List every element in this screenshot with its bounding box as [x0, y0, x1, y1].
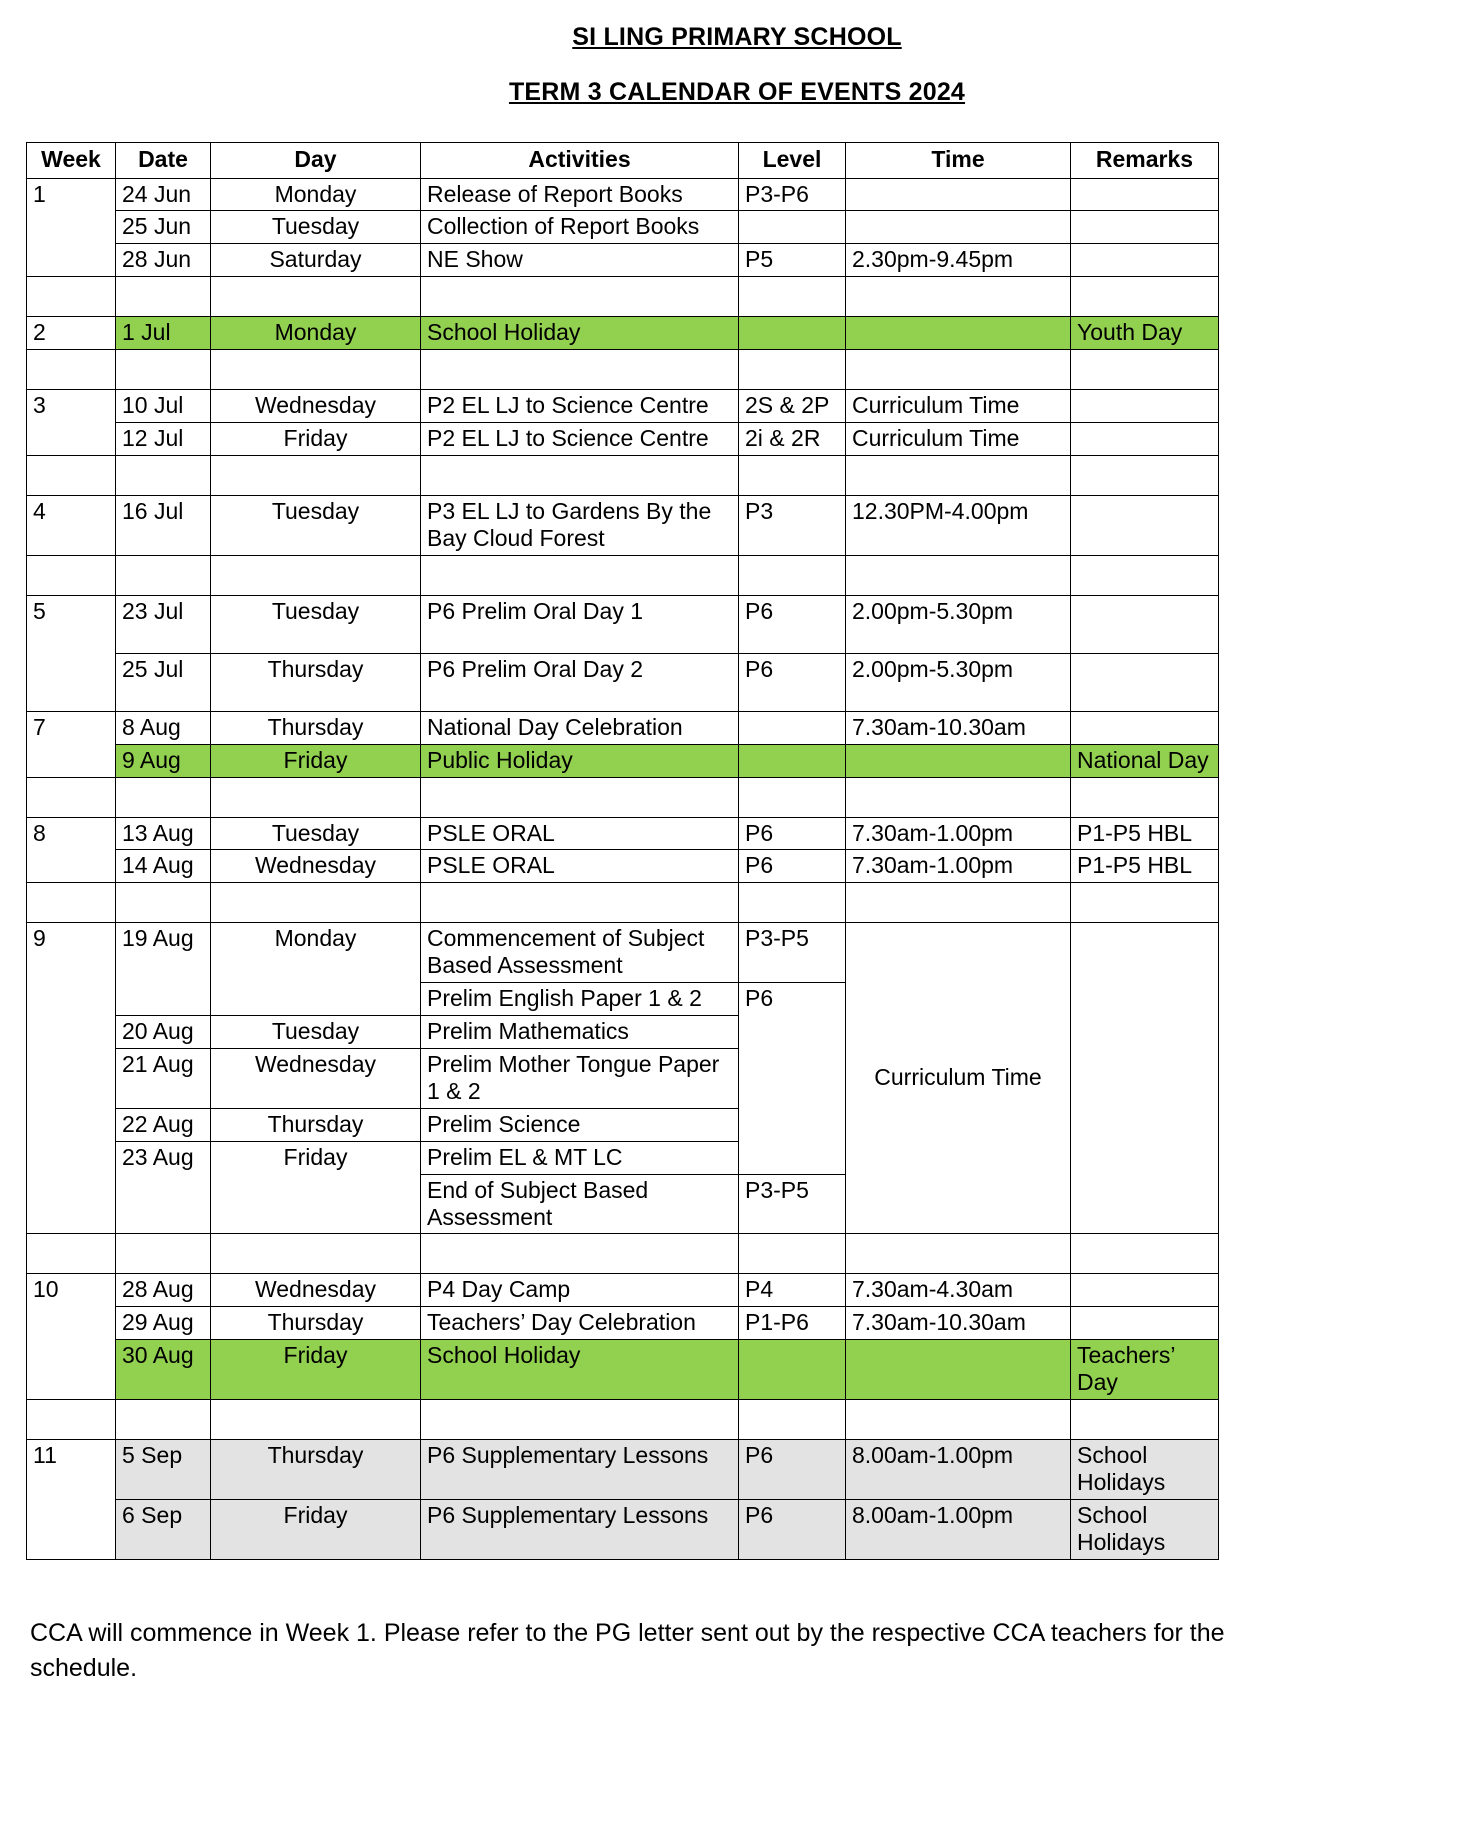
spacer-cell: [211, 1234, 421, 1274]
table-row: [27, 817, 1219, 850]
time-cell: 8.00am-1.00pm: [846, 1499, 1071, 1559]
date-cell: 16 Jul: [116, 495, 211, 555]
column-header-day: Day: [211, 142, 421, 178]
remarks-cell: [1071, 1307, 1219, 1340]
spacer-cell: [116, 883, 211, 923]
level-cell: P3-P5: [739, 923, 846, 983]
level-cell: [739, 744, 846, 777]
day-cell: Tuesday: [211, 495, 421, 555]
time-cell: [846, 1340, 1071, 1400]
calendar-table-container: [0, 109, 1474, 1560]
spacer-cell: [846, 350, 1071, 390]
page-title: TERM 3 CALENDAR OF EVENTS 2024: [508, 78, 966, 107]
activity-cell: Release of Report Books: [421, 178, 739, 211]
remarks-cell: P1-P5 HBL: [1071, 817, 1219, 850]
remarks-cell: P1-P5 HBL: [1071, 850, 1219, 883]
spacer-cell: [846, 1400, 1071, 1440]
activity-cell: Prelim English Paper 1 & 2: [421, 983, 739, 1016]
time-cell: 7.30am-10.30am: [846, 711, 1071, 744]
spacer-cell: [116, 350, 211, 390]
time-cell: 7.30am-1.00pm: [846, 850, 1071, 883]
activity-cell: P6 Prelim Oral Day 1: [421, 595, 739, 653]
date-cell: 19 Aug: [116, 923, 211, 1016]
day-cell: Wednesday: [211, 1049, 421, 1109]
activity-cell: P4 Day Camp: [421, 1274, 739, 1307]
column-header-week: Week: [27, 142, 116, 178]
week-number-cell: 11: [27, 1440, 116, 1560]
level-cell: 2i & 2R: [739, 423, 846, 456]
spacer-row: [27, 777, 1219, 817]
activity-cell: End of Subject Based Assessment: [421, 1174, 739, 1234]
day-cell: Thursday: [211, 1108, 421, 1141]
table-row: [27, 711, 1219, 744]
spacer-cell: [116, 1400, 211, 1440]
activity-cell: P2 EL LJ to Science Centre: [421, 390, 739, 423]
level-cell: 2S & 2P: [739, 390, 846, 423]
activity-cell: P2 EL LJ to Science Centre: [421, 423, 739, 456]
time-cell: [846, 744, 1071, 777]
remarks-cell: [1071, 495, 1219, 555]
activity-cell: P6 Supplementary Lessons: [421, 1499, 739, 1559]
spacer-cell: [739, 1400, 846, 1440]
day-cell: Wednesday: [211, 1274, 421, 1307]
day-cell: Friday: [211, 423, 421, 456]
table-row: [27, 653, 1219, 711]
spacer-cell: [27, 555, 116, 595]
spacer-cell: [846, 455, 1071, 495]
spacer-row: [27, 1400, 1219, 1440]
day-cell: Wednesday: [211, 850, 421, 883]
time-cell: [846, 211, 1071, 244]
level-cell: P6: [739, 983, 846, 1174]
spacer-cell: [421, 277, 739, 317]
date-cell: 29 Aug: [116, 1307, 211, 1340]
date-cell: 22 Aug: [116, 1108, 211, 1141]
table-row: [27, 390, 1219, 423]
week-number-cell: 9: [27, 923, 116, 1234]
level-cell: P3: [739, 495, 846, 555]
spacer-cell: [27, 455, 116, 495]
time-cell: [846, 317, 1071, 350]
date-cell: 25 Jun: [116, 211, 211, 244]
level-cell: P6: [739, 653, 846, 711]
spacer-cell: [421, 883, 739, 923]
date-cell: 1 Jul: [116, 317, 211, 350]
table-header-row: [27, 142, 1219, 178]
week-number-cell: 4: [27, 495, 116, 555]
date-cell: 28 Aug: [116, 1274, 211, 1307]
day-cell: Thursday: [211, 1307, 421, 1340]
time-cell: 8.00am-1.00pm: [846, 1440, 1071, 1500]
spacer-cell: [421, 1400, 739, 1440]
spacer-cell: [211, 350, 421, 390]
activity-cell: Prelim EL & MT LC: [421, 1141, 739, 1174]
activity-cell: Prelim Science: [421, 1108, 739, 1141]
spacer-cell: [739, 350, 846, 390]
activity-cell: Prelim Mathematics: [421, 1016, 739, 1049]
day-cell: Wednesday: [211, 390, 421, 423]
spacer-cell: [1071, 883, 1219, 923]
spacer-row: [27, 1234, 1219, 1274]
spacer-cell: [739, 555, 846, 595]
day-cell: Friday: [211, 1141, 421, 1234]
date-cell: 5 Sep: [116, 1440, 211, 1500]
day-cell: Friday: [211, 744, 421, 777]
spacer-cell: [421, 1234, 739, 1274]
time-cell: 2.00pm-5.30pm: [846, 653, 1071, 711]
activity-cell: P3 EL LJ to Gardens By the Bay Cloud Forest: [421, 495, 739, 555]
time-cell: 7.30am-1.00pm: [846, 817, 1071, 850]
spacer-cell: [1071, 455, 1219, 495]
spacer-cell: [1071, 277, 1219, 317]
column-header-remarks: Remarks: [1071, 142, 1219, 178]
time-cell: 2.00pm-5.30pm: [846, 595, 1071, 653]
spacer-cell: [739, 455, 846, 495]
activity-cell: School Holiday: [421, 1340, 739, 1400]
spacer-cell: [1071, 350, 1219, 390]
table-row: [27, 423, 1219, 456]
table-row: [27, 1307, 1219, 1340]
date-cell: 14 Aug: [116, 850, 211, 883]
spacer-cell: [27, 1400, 116, 1440]
activity-cell: P6 Prelim Oral Day 2: [421, 653, 739, 711]
table-row-school-holidays: [27, 1499, 1219, 1559]
remarks-cell: [1071, 211, 1219, 244]
spacer-cell: [846, 277, 1071, 317]
day-cell: Thursday: [211, 1440, 421, 1500]
column-header-activities: Activities: [421, 142, 739, 178]
date-cell: 9 Aug: [116, 744, 211, 777]
date-cell: 25 Jul: [116, 653, 211, 711]
table-row: [27, 850, 1219, 883]
time-cell: Curriculum Time: [846, 923, 1071, 1234]
column-header-date: Date: [116, 142, 211, 178]
spacer-cell: [27, 1234, 116, 1274]
school-name-heading: SI LING PRIMARY SCHOOL: [572, 23, 902, 51]
level-cell: [739, 1340, 846, 1400]
activity-cell: Commencement of Subject Based Assessment: [421, 923, 739, 983]
activity-cell: Collection of Report Books: [421, 211, 739, 244]
spacer-cell: [846, 555, 1071, 595]
date-cell: 28 Jun: [116, 244, 211, 277]
day-cell: Thursday: [211, 653, 421, 711]
level-cell: P5: [739, 244, 846, 277]
time-cell: Curriculum Time: [846, 390, 1071, 423]
time-cell: 2.30pm-9.45pm: [846, 244, 1071, 277]
day-cell: Monday: [211, 317, 421, 350]
activity-cell: P6 Supplementary Lessons: [421, 1440, 739, 1500]
table-row: [27, 211, 1219, 244]
table-row: [27, 595, 1219, 653]
date-cell: 21 Aug: [116, 1049, 211, 1109]
level-cell: [739, 211, 846, 244]
calendar-of-events-table: [26, 142, 1219, 1560]
spacer-cell: [27, 277, 116, 317]
week-number-cell: 1: [27, 178, 116, 277]
table-row: [27, 244, 1219, 277]
date-cell: 12 Jul: [116, 423, 211, 456]
date-cell: 23 Aug: [116, 1141, 211, 1234]
spacer-row: [27, 883, 1219, 923]
remarks-cell: [1071, 244, 1219, 277]
level-cell: [739, 317, 846, 350]
spacer-cell: [1071, 1400, 1219, 1440]
activity-cell: Teachers’ Day Celebration: [421, 1307, 739, 1340]
time-cell: Curriculum Time: [846, 423, 1071, 456]
day-cell: Thursday: [211, 711, 421, 744]
table-row: [27, 178, 1219, 211]
day-cell: Friday: [211, 1340, 421, 1400]
spacer-cell: [1071, 777, 1219, 817]
time-cell: [846, 178, 1071, 211]
spacer-cell: [116, 555, 211, 595]
day-cell: Tuesday: [211, 1016, 421, 1049]
level-cell: P6: [739, 817, 846, 850]
spacer-cell: [421, 555, 739, 595]
spacer-cell: [1071, 1234, 1219, 1274]
column-header-level: Level: [739, 142, 846, 178]
week-number-cell: 8: [27, 817, 116, 883]
spacer-cell: [211, 883, 421, 923]
week-number-cell: 7: [27, 711, 116, 777]
date-cell: 10 Jul: [116, 390, 211, 423]
spacer-row: [27, 277, 1219, 317]
remarks-cell: [1071, 653, 1219, 711]
table-row: [27, 495, 1219, 555]
week-number-cell: 3: [27, 390, 116, 456]
spacer-cell: [211, 455, 421, 495]
week-number-cell: 10: [27, 1274, 116, 1400]
date-cell: 23 Jul: [116, 595, 211, 653]
date-cell: 20 Aug: [116, 1016, 211, 1049]
table-row-holiday: [27, 1340, 1219, 1400]
week-number-cell: 5: [27, 595, 116, 711]
activity-cell: School Holiday: [421, 317, 739, 350]
level-cell: P6: [739, 1499, 846, 1559]
activity-cell: PSLE ORAL: [421, 817, 739, 850]
spacer-cell: [27, 350, 116, 390]
level-cell: P6: [739, 1440, 846, 1500]
activity-cell: PSLE ORAL: [421, 850, 739, 883]
remarks-cell: [1071, 423, 1219, 456]
remarks-cell: [1071, 178, 1219, 211]
week-number-cell: 2: [27, 317, 116, 350]
spacer-cell: [739, 277, 846, 317]
date-cell: 13 Aug: [116, 817, 211, 850]
date-cell: 24 Jun: [116, 178, 211, 211]
spacer-cell: [421, 455, 739, 495]
level-cell: [739, 711, 846, 744]
column-header-time: Time: [846, 142, 1071, 178]
remarks-cell: [1071, 595, 1219, 653]
level-cell: P3-P5: [739, 1174, 846, 1234]
spacer-cell: [27, 883, 116, 923]
activity-cell: NE Show: [421, 244, 739, 277]
spacer-cell: [846, 777, 1071, 817]
remarks-cell: School Holidays: [1071, 1440, 1219, 1500]
spacer-cell: [739, 777, 846, 817]
level-cell: P3-P6: [739, 178, 846, 211]
day-cell: Monday: [211, 178, 421, 211]
spacer-row: [27, 555, 1219, 595]
time-cell: 7.30am-4.30am: [846, 1274, 1071, 1307]
date-cell: 6 Sep: [116, 1499, 211, 1559]
spacer-cell: [116, 1234, 211, 1274]
table-row: [27, 923, 1219, 983]
level-cell: P6: [739, 595, 846, 653]
spacer-cell: [846, 883, 1071, 923]
day-cell: Friday: [211, 1499, 421, 1559]
spacer-cell: [211, 555, 421, 595]
day-cell: Saturday: [211, 244, 421, 277]
cca-footnote: CCA will commence in Week 1. Please refer to the PG letter sent out by the respective CCA teachers for the schedule.: [30, 1618, 1225, 1683]
remarks-cell: [1071, 923, 1219, 1234]
spacer-cell: [739, 883, 846, 923]
remarks-cell: School Holidays: [1071, 1499, 1219, 1559]
spacer-cell: [421, 777, 739, 817]
table-row-holiday: [27, 317, 1219, 350]
level-cell: P6: [739, 850, 846, 883]
day-cell: Monday: [211, 923, 421, 1016]
activity-cell: National Day Celebration: [421, 711, 739, 744]
level-cell: P1-P6: [739, 1307, 846, 1340]
spacer-cell: [116, 455, 211, 495]
spacer-cell: [211, 777, 421, 817]
spacer-cell: [1071, 555, 1219, 595]
level-cell: P4: [739, 1274, 846, 1307]
spacer-cell: [211, 1400, 421, 1440]
date-cell: 30 Aug: [116, 1340, 211, 1400]
activity-cell: Prelim Mother Tongue Paper 1 & 2: [421, 1049, 739, 1109]
spacer-cell: [846, 1234, 1071, 1274]
spacer-cell: [739, 1234, 846, 1274]
spacer-row: [27, 350, 1219, 390]
day-cell: Tuesday: [211, 211, 421, 244]
date-cell: 8 Aug: [116, 711, 211, 744]
document-header: [0, 0, 1474, 109]
spacer-cell: [421, 350, 739, 390]
table-row: [27, 1274, 1219, 1307]
spacer-cell: [116, 277, 211, 317]
spacer-row: [27, 455, 1219, 495]
remarks-cell: Teachers’ Day: [1071, 1340, 1219, 1400]
remarks-cell: [1071, 711, 1219, 744]
remarks-cell: [1071, 1274, 1219, 1307]
activity-cell: Public Holiday: [421, 744, 739, 777]
day-cell: Tuesday: [211, 817, 421, 850]
day-cell: Tuesday: [211, 595, 421, 653]
spacer-cell: [116, 777, 211, 817]
remarks-cell: National Day: [1071, 744, 1219, 777]
remarks-cell: Youth Day: [1071, 317, 1219, 350]
remarks-cell: [1071, 390, 1219, 423]
table-row-school-holidays: [27, 1440, 1219, 1500]
time-cell: 12.30PM-4.00pm: [846, 495, 1071, 555]
spacer-cell: [27, 777, 116, 817]
time-cell: 7.30am-10.30am: [846, 1307, 1071, 1340]
table-row-holiday: [27, 744, 1219, 777]
spacer-cell: [211, 277, 421, 317]
